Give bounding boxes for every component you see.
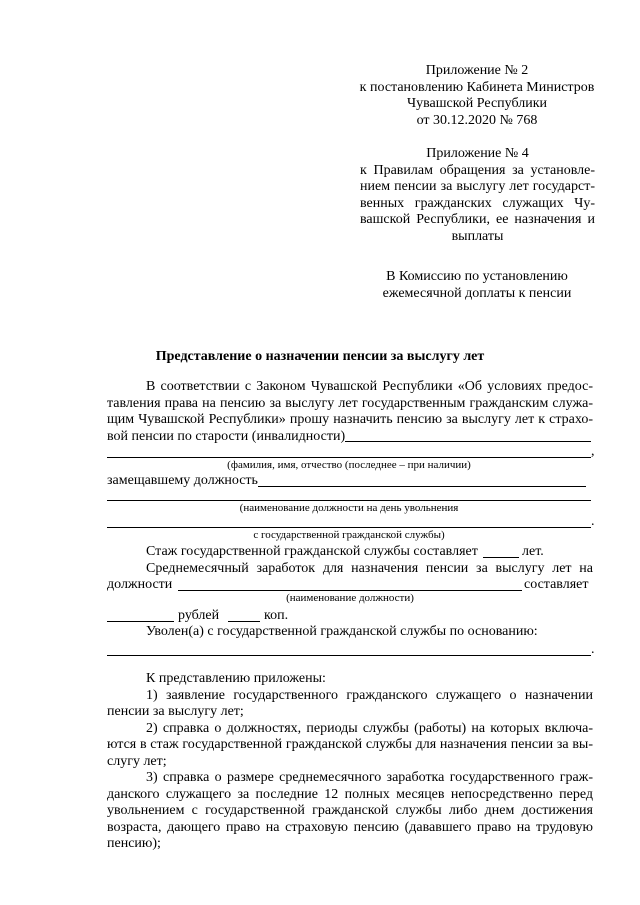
salary-line: Среднемесячный заработок для назначения пенсии за выслугу лет на [146, 561, 593, 576]
appendix-4-line: к Правилам обращения за установле- [360, 162, 595, 178]
intro-line: щим Чувашской Республики» прошу назначить пенсию за выслугу лет к страхо- [107, 412, 593, 427]
attachment-item-3: данского служащего за последние 12 полных месяцев непосредственно перед [107, 786, 593, 802]
fio-field[interactable] [107, 457, 591, 458]
appendix-4-line: вашской Республики, ее назначения и [360, 212, 595, 227]
civil-service-field[interactable] [107, 527, 591, 528]
dismissal-reason-field[interactable] [107, 655, 591, 656]
attachment-item-1: пенсии за выслугу лет; [107, 704, 244, 719]
attachments-heading: К представлению приложены: [146, 671, 326, 686]
invalidity-field[interactable] [345, 441, 591, 442]
appendix-2-line: к постановлению Кабинета Министров [359, 79, 595, 95]
appendix-2-line: Приложение № 2 [425, 63, 529, 78]
dismissed-label: Уволен(а) с государственной гражданской службы по основанию: [146, 624, 538, 639]
fio-hint: (фамилия, имя, отчество (последнее – при наличии) [227, 459, 471, 471]
position-dismissal-field[interactable] [107, 500, 591, 501]
period: . [591, 642, 595, 657]
held-position-label: замещавшему должность [107, 473, 258, 488]
service-length-field[interactable] [483, 557, 519, 558]
appendix-2-line: Чувашской Республики [406, 96, 548, 111]
appendix-4-line: выплаты [451, 228, 504, 244]
salary-amount-label: составляет [524, 577, 589, 592]
appendix-2-line: от 30.12.2020 № 768 [416, 112, 538, 128]
rubles-field[interactable] [107, 621, 174, 622]
appendix-4-title: Приложение № 4 [426, 146, 529, 161]
service-length-unit: лет. [522, 544, 544, 559]
salary-position-field[interactable] [178, 590, 522, 591]
addressee-line: ежемесячной доплаты к пенсии [382, 285, 572, 301]
civil-service-hint: с государственной гражданской службы) [253, 529, 445, 541]
kopecks-field[interactable] [228, 621, 260, 622]
kopecks-label: коп. [264, 608, 289, 623]
period: . [591, 514, 595, 529]
appendix-4-line: нием пенсии за выслугу лет государст- [360, 179, 595, 194]
comma: , [591, 444, 595, 459]
attachment-item-3: 3) справка о размере среднемесячного заработка государственного граж- [146, 770, 593, 785]
attachment-item-3: пенсию); [107, 836, 161, 851]
appendix-4-line: венных гражданских служащих Чу- [360, 195, 595, 211]
position-name-hint: (наименование должности) [286, 592, 414, 604]
appendix-2-block [352, 63, 602, 129]
attachment-item-3: возраста, дающего право на страховую пенсию (дававшего право на трудовую [107, 819, 593, 835]
attachment-item-3: увольнением с государственной гражданской службы либо днем достижения [107, 803, 593, 818]
page-title: Представление о назначении пенсии за выслугу лет [155, 349, 485, 364]
intro-line: вой пенсии по старости (инвалидности) [107, 428, 346, 444]
addressee-line: В Комиссию по установлению [386, 269, 568, 284]
appendix-4-block [360, 146, 595, 245]
salary-position-label: должности [107, 577, 173, 592]
position-dismissal-hint: (наименование должности на день увольнения [239, 502, 459, 514]
held-position-field[interactable] [258, 486, 586, 487]
rubles-label: рублей [178, 608, 220, 623]
intro-line: В соответствии с Законом Чувашской Республики «Об условиях предос- [146, 379, 593, 394]
service-length-label: Стаж государственной гражданской службы составляет [146, 544, 478, 559]
attachment-item-1: 1) заявление государственного гражданского служащего о назначении [146, 687, 593, 703]
attachment-item-2: ются в стаж государственной гражданской службы для назначения пенсии за вы- [107, 737, 593, 752]
intro-line: тавления права на пенсию за выслугу лет государственным гражданским служа- [107, 395, 593, 411]
addressee-block [352, 269, 602, 302]
attachment-item-2: слугу лет; [107, 753, 167, 769]
attachment-item-2: 2) справка о должностях, периоды службы (работы) на которых включа- [146, 720, 593, 736]
